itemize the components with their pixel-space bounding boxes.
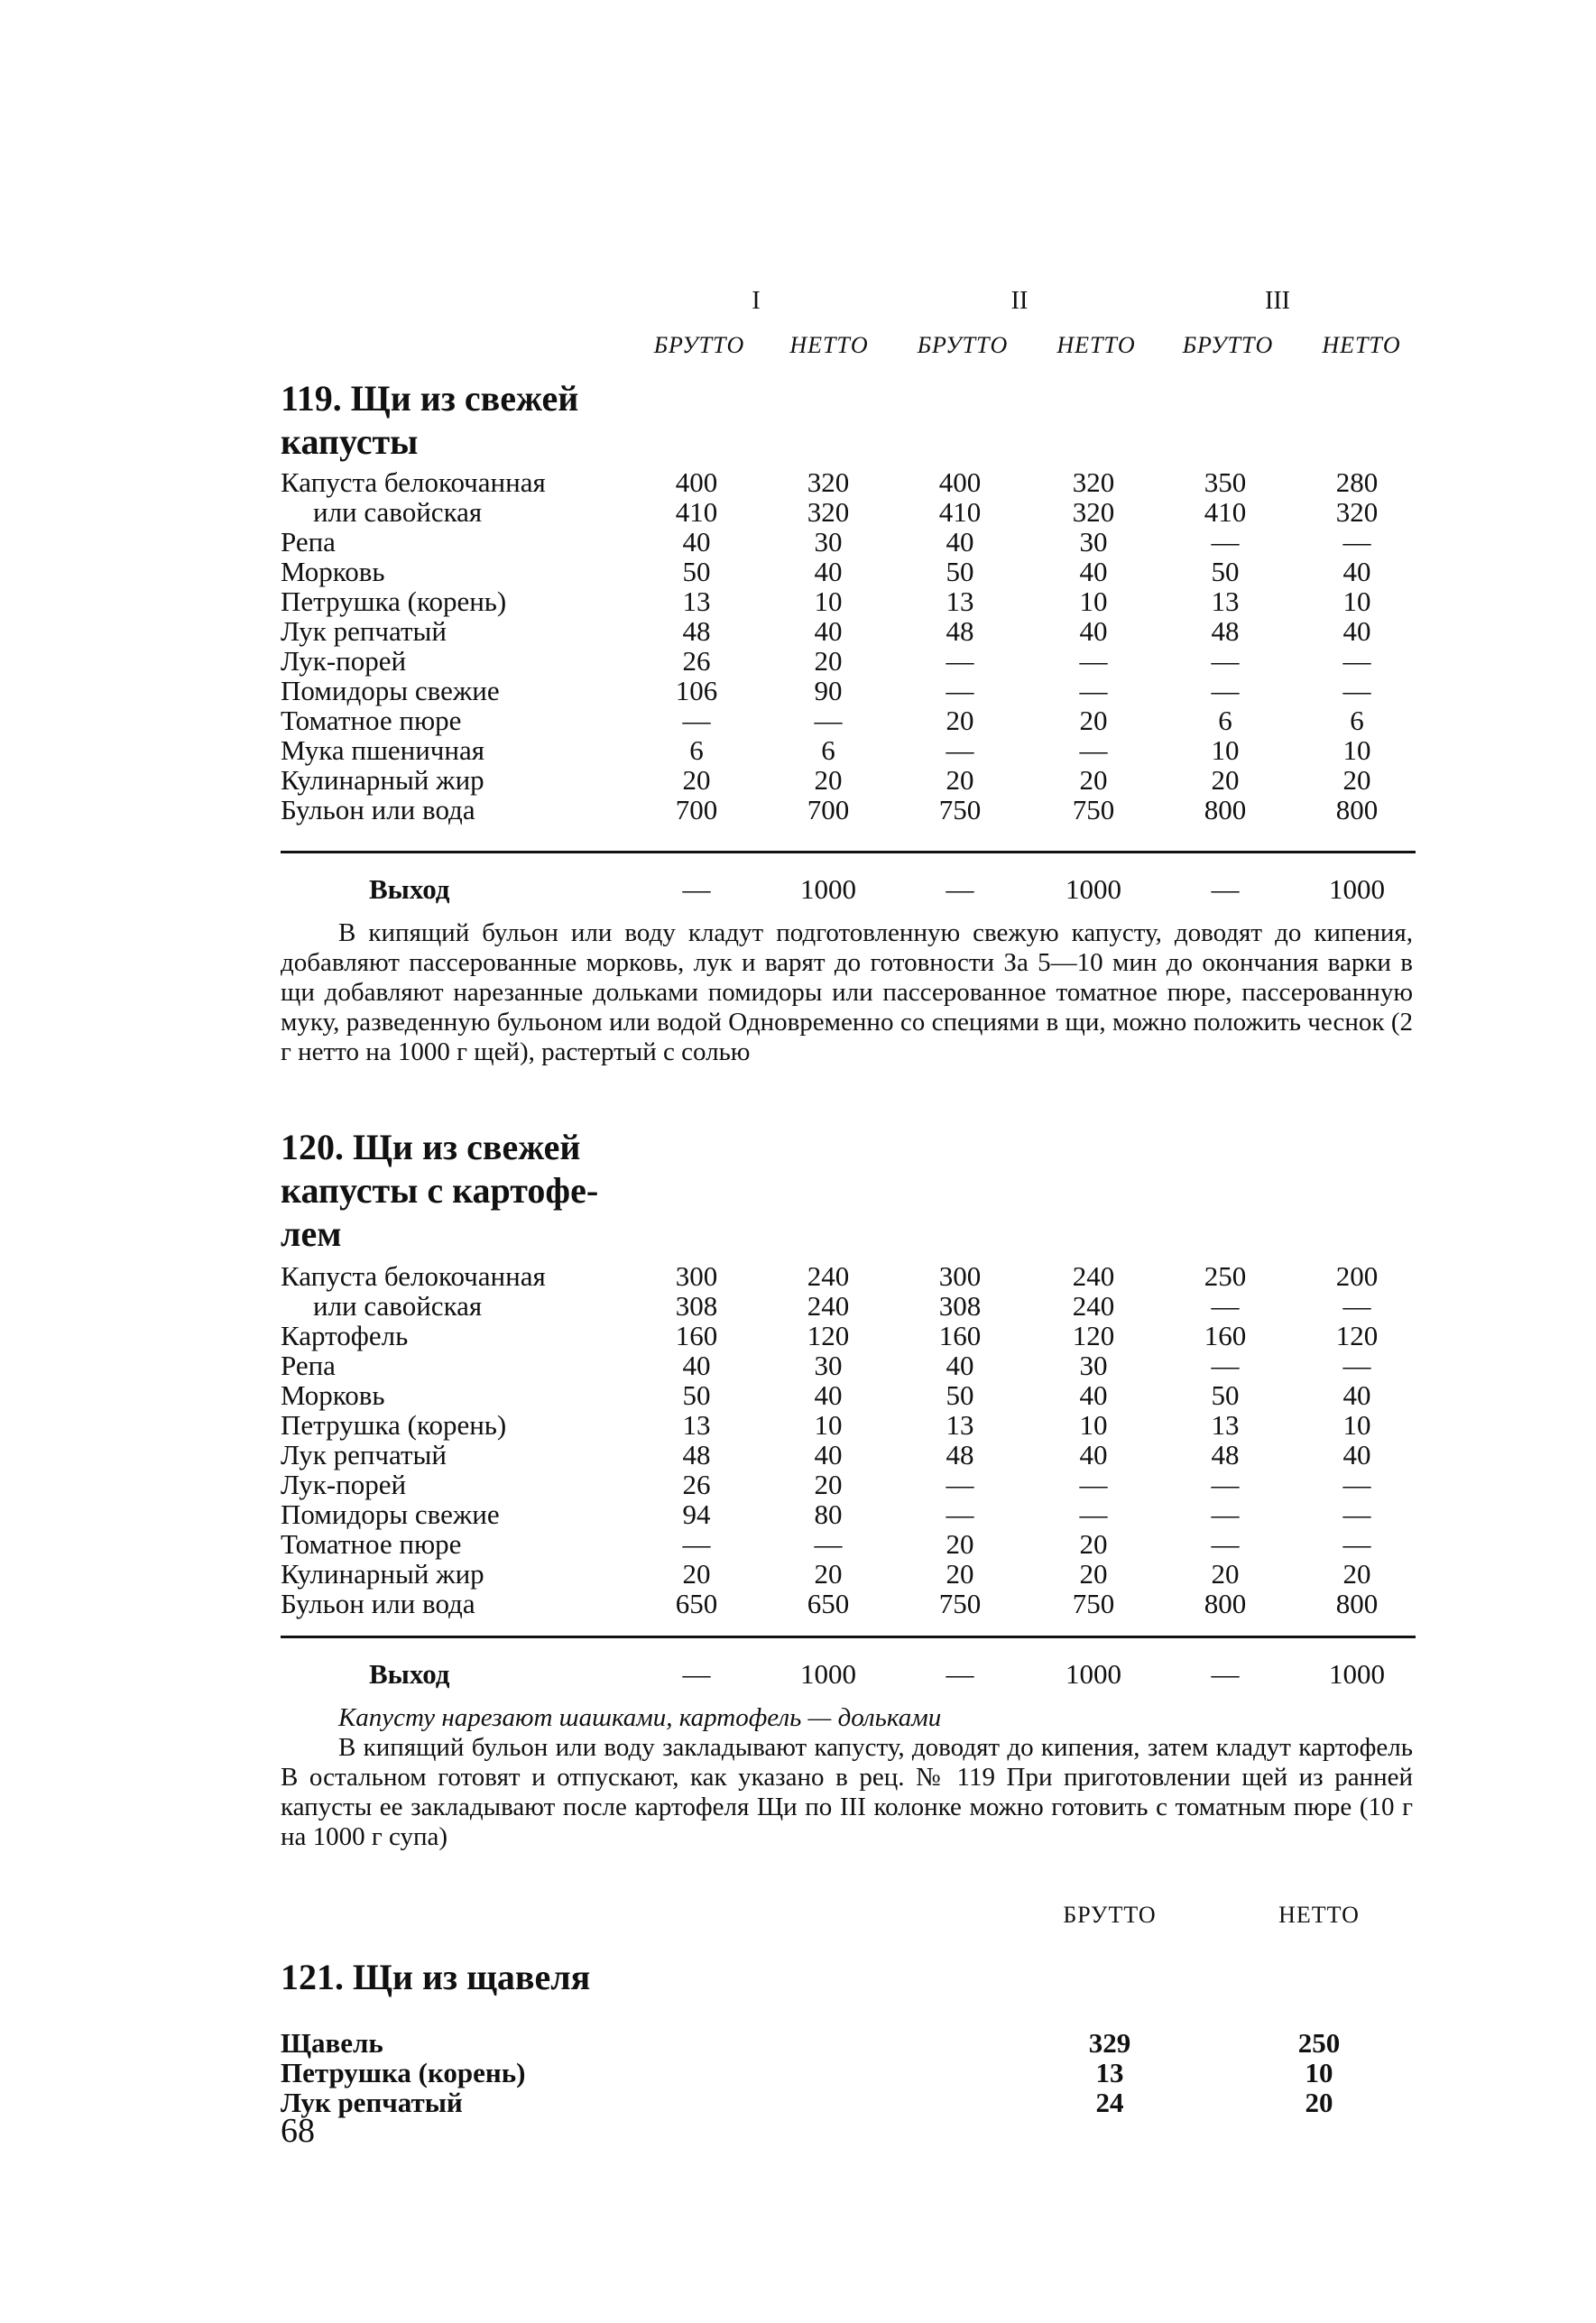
column-number-i: I — [752, 287, 761, 315]
ingredient-value: 40 — [946, 526, 974, 558]
yield-value: 1000 — [800, 873, 856, 905]
ingredient-value: 20 — [814, 1558, 843, 1590]
ingredient-value: — — [814, 705, 843, 736]
ingredient-row — [281, 2088, 1417, 2117]
ingredient-value: 13 — [946, 1409, 974, 1441]
ingredient-value: 280 — [1335, 466, 1379, 498]
ingredient-value: — — [1342, 1528, 1371, 1560]
ingredient-value: 94 — [682, 1498, 711, 1530]
ingredient-name: Бульон или вода — [281, 1588, 475, 1619]
ingredient-value: 160 — [938, 1320, 982, 1351]
ingredient-value: 40 — [682, 1350, 711, 1381]
ingredient-row — [281, 735, 1417, 765]
ingredient-row — [281, 705, 1417, 735]
ingredient-value: 26 — [682, 1469, 711, 1500]
ingredient-row — [281, 1380, 1417, 1410]
yield-value: — — [682, 873, 711, 905]
ingredient-row — [281, 646, 1417, 676]
ingredient-value: 40 — [1079, 556, 1108, 587]
recipe-120-yield — [281, 1658, 1417, 1694]
ingredient-value: — — [1342, 1350, 1371, 1381]
ingredient-value: 200 — [1335, 1260, 1379, 1292]
recipe-121-header-brutto: БРУТТО — [1063, 1902, 1157, 1928]
column-header-netto-2: НЕТТО — [1056, 332, 1136, 358]
recipe-120-title-line: капусты с картофе- — [281, 1170, 599, 1211]
ingredient-value: — — [682, 1528, 711, 1560]
ingredient-value: 20 — [814, 645, 843, 677]
ingredient-value: 40 — [682, 526, 711, 558]
ingredient-value: — — [946, 734, 974, 766]
ingredient-name: Капуста белокочанная — [281, 1260, 546, 1292]
ingredient-value: — — [1079, 1469, 1108, 1500]
ingredient-value: 30 — [1079, 526, 1108, 558]
ingredient-value: 700 — [807, 794, 850, 825]
page-number: 68 — [281, 2112, 315, 2150]
ingredient-row — [281, 1589, 1417, 1618]
ingredient-value: 20 — [1079, 1558, 1108, 1590]
ingredient-name: Томатное пюре — [281, 705, 462, 736]
ingredient-name: Мука пшеничная — [281, 734, 484, 766]
ingredient-value: 6 — [1350, 705, 1364, 736]
column-header-netto-1: НЕТТО — [789, 332, 869, 358]
ingredient-name: Помидоры свежие — [281, 1498, 500, 1530]
ingredient-value: — — [1079, 734, 1108, 766]
ingredient-value: 750 — [938, 794, 982, 825]
ingredient-value: 410 — [675, 496, 718, 528]
ingredient-value: — — [946, 645, 974, 677]
recipe-120-text: В кипящий бульон или воду закладывают капусту, доводят до кипения, затем кладут картофель В остальном готовят и отпускают, как указано в рец. № 119 При приготовлении щей из ранней капусты ее закладывают после картофеля Щи по III колонке можно готовить с томатным пюре (10 г на 1000 г супа) — [281, 1733, 1413, 1851]
ingredient-value: 40 — [1079, 1439, 1108, 1470]
yield-label: Выход — [369, 873, 450, 905]
yield-value: 1000 — [1329, 873, 1385, 905]
recipe-120-title-line: лем — [281, 1213, 342, 1254]
ingredient-value: — — [1211, 675, 1240, 706]
ingredient-value: 20 — [946, 1558, 974, 1590]
ingredient-value: — — [1211, 526, 1240, 558]
ingredient-value: 48 — [682, 1439, 711, 1470]
ingredient-value: — — [1211, 1350, 1240, 1381]
recipe-119-title-line: капусты — [281, 421, 419, 462]
ingredient-value: 320 — [807, 496, 850, 528]
ingredient-value: 10 — [1079, 1409, 1108, 1441]
yield-value: — — [1211, 1658, 1240, 1690]
ingredient-row — [281, 467, 1417, 497]
yield-value: 1000 — [800, 1658, 856, 1690]
yield-value: — — [682, 1658, 711, 1690]
ingredient-value: 48 — [1211, 615, 1240, 647]
ingredient-row — [281, 616, 1417, 646]
ingredient-name: Капуста белокочанная — [281, 466, 546, 498]
ingredient-value: 20 — [1079, 705, 1108, 736]
ingredient-value: 329 — [1088, 2027, 1131, 2059]
ingredient-value: — — [1211, 1528, 1240, 1560]
ingredient-name: Томатное пюре — [281, 1528, 462, 1560]
ingredient-value: 40 — [814, 556, 843, 587]
recipe-119-instructions — [281, 918, 1413, 1067]
ingredient-value: 50 — [682, 1379, 711, 1411]
ingredient-name: Картофель — [281, 1320, 409, 1351]
ingredient-value: 90 — [814, 675, 843, 706]
ingredient-value: — — [1342, 526, 1371, 558]
ingredient-value: 10 — [1305, 2057, 1333, 2088]
ingredient-name: Репа — [281, 526, 336, 558]
ingredient-value: 50 — [946, 556, 974, 587]
ingredient-row — [281, 586, 1417, 616]
ingredient-value: 30 — [1079, 1350, 1108, 1381]
recipe-120-title — [281, 1126, 660, 1256]
ingredient-name: Морковь — [281, 556, 385, 587]
ingredient-value: 700 — [675, 794, 718, 825]
ingredient-value: — — [1342, 1290, 1371, 1322]
ingredient-value: — — [1342, 675, 1371, 706]
ingredient-name: Петрушка (корень) — [281, 585, 507, 617]
recipe-120-title-line: 120. Щи из свежей — [281, 1127, 581, 1167]
ingredient-value: 120 — [1335, 1320, 1379, 1351]
ingredient-row — [281, 676, 1417, 705]
ingredient-value: 26 — [682, 645, 711, 677]
ingredient-value: 320 — [1335, 496, 1379, 528]
ingredient-value: — — [1211, 1498, 1240, 1530]
recipe-119-yield — [281, 873, 1417, 909]
ingredient-value: 13 — [1095, 2057, 1124, 2088]
ingredient-name: Морковь — [281, 1379, 385, 1411]
ingredient-value: 20 — [1211, 764, 1240, 796]
ingredient-value: 20 — [946, 1528, 974, 1560]
ingredient-value: 40 — [946, 1350, 974, 1381]
recipe-119-text: В кипящий бульон или воду кладут подготовленную свежую капусту, доводят до кипения, добавляют пассерованные морковь, лук и варят до готовности За 5—10 мин до окончания варки в щи добавляют нарезанные дольками помидоры или пассерованное томатное пюре, пассерованную муку, разведенную бульоном или водой Одновременно со специями в щи, можно положить чеснок (2 г нетто на 1000 г щей), растертый с солью — [281, 918, 1413, 1066]
ingredient-value: 20 — [1342, 1558, 1371, 1590]
ingredient-name: или савойская — [313, 496, 483, 528]
ingredient-name: или савойская — [313, 1290, 483, 1322]
ingredient-name: Репа — [281, 1350, 336, 1381]
ingredient-value: 410 — [1204, 496, 1247, 528]
ingredient-name: Лук репчатый — [281, 2087, 463, 2118]
ingredient-value: 320 — [1072, 496, 1115, 528]
ingredient-value: 24 — [1095, 2087, 1124, 2118]
ingredient-value: 160 — [675, 1320, 718, 1351]
ingredient-value: 40 — [1342, 615, 1371, 647]
ingredient-value: 13 — [682, 1409, 711, 1441]
ingredient-value: 6 — [689, 734, 704, 766]
ingredient-value: — — [1211, 645, 1240, 677]
recipe-119-title-line: 119. Щи из свежей — [281, 378, 579, 419]
ingredient-value: 10 — [1342, 585, 1371, 617]
ingredient-name: Лук репчатый — [281, 615, 447, 647]
ingredient-value: 10 — [1342, 734, 1371, 766]
ingredient-value: 50 — [682, 556, 711, 587]
ingredient-value: 300 — [675, 1260, 718, 1292]
ingredient-value: 650 — [807, 1588, 850, 1619]
ingredient-value: 250 — [1297, 2027, 1341, 2059]
ingredient-value: 6 — [821, 734, 835, 766]
ingredient-name: Петрушка (корень) — [281, 2057, 526, 2088]
ingredient-value: 20 — [946, 705, 974, 736]
ingredient-row — [281, 795, 1417, 825]
ingredient-row — [281, 1350, 1417, 1380]
ingredient-row — [281, 527, 1417, 557]
yield-value: 1000 — [1329, 1658, 1385, 1690]
ingredient-value: 13 — [682, 585, 711, 617]
ingredient-value: 20 — [682, 764, 711, 796]
ingredient-value: 20 — [1211, 1558, 1240, 1590]
ingredient-value: 650 — [675, 1588, 718, 1619]
ingredient-value: — — [1342, 1469, 1371, 1500]
ingredient-value: 308 — [938, 1290, 982, 1322]
ingredient-row — [281, 1410, 1417, 1440]
ingredient-row — [281, 2028, 1417, 2058]
ingredient-value: 120 — [807, 1320, 850, 1351]
ingredient-value: 240 — [1072, 1260, 1115, 1292]
yield-label: Выход — [369, 1658, 450, 1690]
ingredient-row — [281, 765, 1417, 795]
recipe-120-rule — [281, 1636, 1416, 1638]
column-header-brutto-1: БРУТТО — [653, 332, 745, 358]
recipe-119-ingredients — [281, 467, 1417, 825]
ingredient-value: 48 — [946, 1439, 974, 1470]
ingredient-value: 400 — [675, 466, 718, 498]
ingredient-value: 10 — [814, 1409, 843, 1441]
yield-value: — — [1211, 873, 1240, 905]
ingredient-row — [281, 1470, 1417, 1499]
ingredient-value: — — [814, 1528, 843, 1560]
ingredient-row — [281, 557, 1417, 586]
ingredient-value: 750 — [1072, 794, 1115, 825]
yield-value: 1000 — [1066, 1658, 1121, 1690]
ingredient-value: 400 — [938, 466, 982, 498]
ingredient-value: 50 — [1211, 1379, 1240, 1411]
ingredient-value: — — [1342, 645, 1371, 677]
ingredient-value: 20 — [1079, 764, 1108, 796]
ingredient-row — [281, 1321, 1417, 1350]
ingredient-value: 300 — [938, 1260, 982, 1292]
ingredient-value: 13 — [946, 585, 974, 617]
column-number-iii: III — [1265, 287, 1290, 315]
column-header-brutto-2: БРУТТО — [917, 332, 1009, 358]
ingredient-value: 10 — [1211, 734, 1240, 766]
ingredient-value: 240 — [807, 1290, 850, 1322]
ingredient-value: 320 — [1072, 466, 1115, 498]
ingredient-value: 40 — [1342, 1439, 1371, 1470]
ingredient-value: 250 — [1204, 1260, 1247, 1292]
ingredient-value: 120 — [1072, 1320, 1115, 1351]
ingredient-value: — — [1079, 1498, 1108, 1530]
ingredient-value: 750 — [938, 1588, 982, 1619]
ingredient-value: — — [1211, 1290, 1240, 1322]
ingredient-value: 410 — [938, 496, 982, 528]
ingredient-value: 320 — [807, 466, 850, 498]
ingredient-value: 20 — [1305, 2087, 1333, 2118]
ingredient-value: 20 — [814, 764, 843, 796]
yield-value: 1000 — [1066, 873, 1121, 905]
recipe-120-ingredients — [281, 1261, 1417, 1618]
ingredient-value: 308 — [675, 1290, 718, 1322]
ingredient-name: Петрушка (корень) — [281, 1409, 507, 1441]
ingredient-value: — — [1211, 1469, 1240, 1500]
ingredient-value: 40 — [1342, 1379, 1371, 1411]
recipe-119-title — [281, 377, 660, 464]
ingredient-row — [281, 2058, 1417, 2088]
ingredient-value: 40 — [814, 1379, 843, 1411]
ingredient-value: 40 — [1079, 615, 1108, 647]
column-header-brutto-3: БРУТТО — [1182, 332, 1274, 358]
ingredient-value: 40 — [1079, 1379, 1108, 1411]
ingredient-name: Кулинарный жир — [281, 1558, 484, 1590]
ingredient-value: 160 — [1204, 1320, 1247, 1351]
ingredient-value: 20 — [682, 1558, 711, 1590]
ingredient-value: 20 — [1342, 764, 1371, 796]
ingredient-value: — — [946, 1498, 974, 1530]
ingredient-value: 30 — [814, 526, 843, 558]
ingredient-value: 800 — [1204, 1588, 1247, 1619]
ingredient-value: 240 — [807, 1260, 850, 1292]
ingredient-value: — — [946, 1469, 974, 1500]
ingredient-name: Кулинарный жир — [281, 764, 484, 796]
ingredient-name: Лук-порей — [281, 1469, 407, 1500]
ingredient-value: 800 — [1335, 1588, 1379, 1619]
ingredient-value: 800 — [1335, 794, 1379, 825]
ingredient-row — [281, 1559, 1417, 1589]
ingredient-value: 10 — [814, 585, 843, 617]
recipe-121-header-netto: НЕТТО — [1278, 1902, 1360, 1928]
ingredient-value: 40 — [1342, 556, 1371, 587]
ingredient-value: 48 — [946, 615, 974, 647]
ingredient-value: 10 — [1342, 1409, 1371, 1441]
ingredient-value: 10 — [1079, 585, 1108, 617]
ingredient-row — [281, 1440, 1417, 1470]
ingredient-name: Помидоры свежие — [281, 675, 500, 706]
ingredient-value: 750 — [1072, 1588, 1115, 1619]
ingredient-row — [281, 1499, 1417, 1529]
ingredient-value: 6 — [1218, 705, 1232, 736]
ingredient-value: 80 — [814, 1498, 843, 1530]
ingredient-name: Щавель — [281, 2027, 383, 2059]
yield-value: — — [946, 873, 974, 905]
ingredient-value: 20 — [946, 764, 974, 796]
ingredient-value: 20 — [814, 1469, 843, 1500]
ingredient-value: 106 — [675, 675, 718, 706]
ingredient-row — [281, 1291, 1417, 1321]
ingredient-value: 48 — [1211, 1439, 1240, 1470]
recipe-121-title-text: 121. Щи из щавеля — [281, 1957, 591, 1997]
ingredient-value: — — [946, 675, 974, 706]
ingredient-value: — — [1079, 675, 1108, 706]
ingredient-row — [281, 1261, 1417, 1291]
recipe-120-instructions — [281, 1703, 1413, 1852]
ingredient-value: 48 — [682, 615, 711, 647]
ingredient-value: 30 — [814, 1350, 843, 1381]
ingredient-value: — — [1342, 1498, 1371, 1530]
ingredient-value: 800 — [1204, 794, 1247, 825]
ingredient-value: 13 — [1211, 1409, 1240, 1441]
ingredient-value: 50 — [946, 1379, 974, 1411]
ingredient-value: 13 — [1211, 585, 1240, 617]
recipe-121-title — [281, 1956, 822, 1999]
ingredient-row — [281, 1529, 1417, 1559]
ingredient-value: 350 — [1204, 466, 1247, 498]
ingredient-value: 50 — [1211, 556, 1240, 587]
yield-value: — — [946, 1658, 974, 1690]
ingredient-value: — — [1079, 645, 1108, 677]
ingredient-name: Лук-порей — [281, 645, 407, 677]
ingredient-name: Лук репчатый — [281, 1439, 447, 1470]
ingredient-value: 20 — [1079, 1528, 1108, 1560]
column-number-ii: II — [1010, 287, 1029, 315]
column-header-netto-3: НЕТТО — [1322, 332, 1401, 358]
recipe-120-note: Капусту нарезают шашками, картофель — дольками — [338, 1703, 942, 1732]
recipe-119-rule — [281, 851, 1416, 853]
ingredient-row — [281, 497, 1417, 527]
ingredient-value: 40 — [814, 615, 843, 647]
ingredient-value: 40 — [814, 1439, 843, 1470]
ingredient-name: Бульон или вода — [281, 794, 475, 825]
ingredient-value: — — [682, 705, 711, 736]
ingredient-value: 240 — [1072, 1290, 1115, 1322]
recipe-121-ingredients — [281, 2028, 1417, 2117]
